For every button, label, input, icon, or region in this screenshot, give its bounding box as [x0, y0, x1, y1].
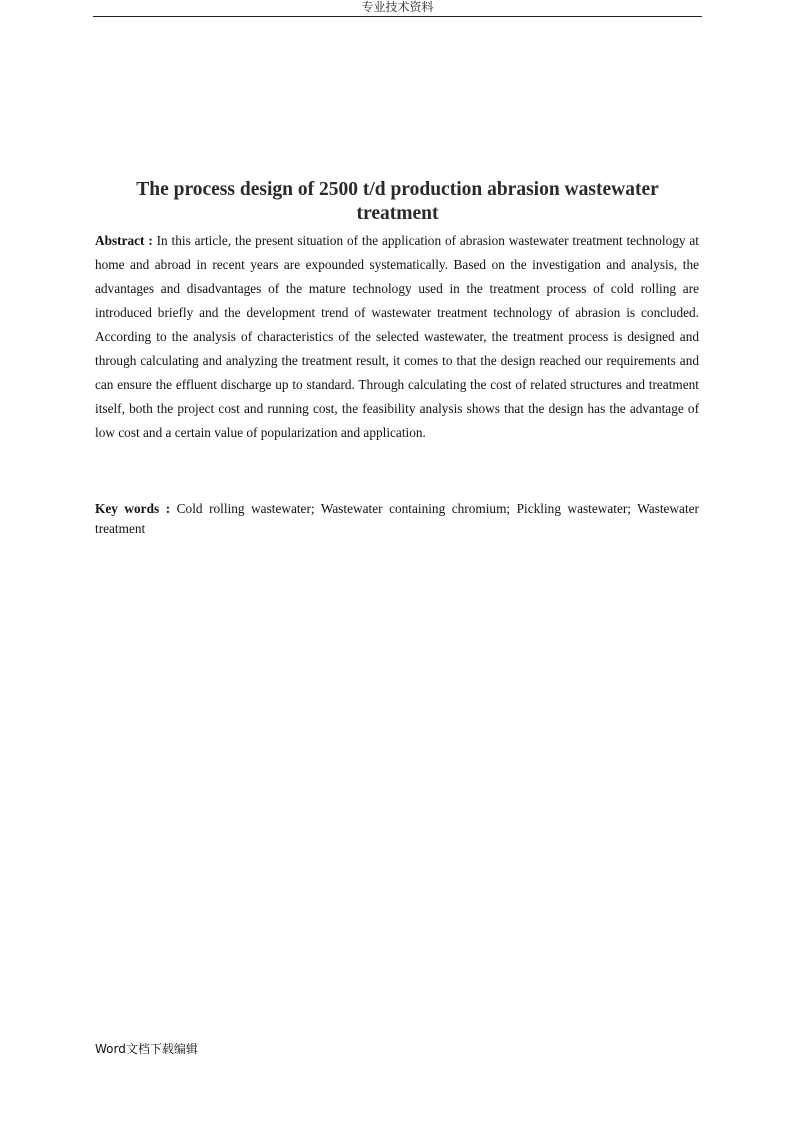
header-text: 专业技术资料	[361, 0, 434, 14]
document-title: The process design of 2500 t/d production abrasion wastewater treatment	[136, 179, 659, 224]
keywords-label: Key words :	[95, 501, 171, 516]
keywords-paragraph	[95, 499, 699, 538]
abstract-label: Abstract :	[95, 233, 153, 248]
keywords-text: Cold rolling wastewater; Wastewater containing chromium; Pickling wastewater; Wastewater treatment	[95, 501, 699, 536]
abstract-paragraph	[95, 229, 699, 445]
page-header	[93, 0, 702, 17]
page-footer: Word文档下载编辑	[95, 1042, 198, 1056]
abstract-text: In this article, the present situation of the application of abrasion wastewater treatment technology at home and abroad in recent years are expounded systematically. Based on the investigation and analysis, the advantages and disadvantages of the mature technology used in the treatment process of cold rolling are introduced briefly and the development trend of wastewater treatment technology of abrasion is concluded. According to the analysis of characteristics of the selected wastewater, the treatment process is designed and through calculating and analyzing the treatment result, it comes to that the design reached our requirements and can ensure the effluent discharge up to standard. Through calculating the cost of related structures and treatment itself, both the project cost and running cost, the feasibility analysis shows that the design has the advantage of low cost and a certain value of popularization and application.	[95, 233, 699, 440]
